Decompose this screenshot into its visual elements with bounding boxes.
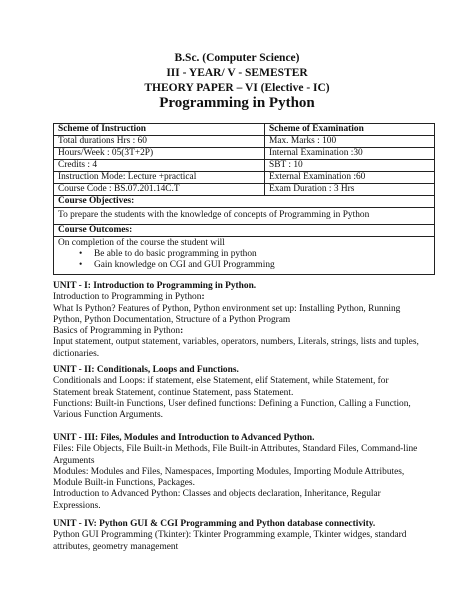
unit-4-text: Python GUI Programming (Tkinter): Tkinter Programming example, Tkinter widges, standard attributes, geometry management	[53, 530, 407, 552]
paper-title: THEORY PAPER – VI (Elective - IC)	[144, 82, 330, 94]
unit-1-text: Input statement, output statement, variables, operators, numbers, Literals, strings, lists and tuples, dictionaries.	[53, 337, 419, 359]
list-item	[79, 249, 430, 260]
year-semester: III - YEAR/ V - SEMESTER	[166, 67, 308, 79]
unit-1-line	[53, 326, 425, 337]
unit-3-line	[53, 444, 425, 467]
scheme-examination-head: Scheme of Examination	[265, 124, 435, 136]
examination-cell: Internal Examination :30	[265, 148, 435, 160]
unit-1-subhead: Basics of Programming in Python	[53, 326, 181, 337]
outcomes-intro: On completion of the course the student will	[58, 238, 225, 248]
unit-1-subhead: Introduction to Programming in Python	[53, 292, 202, 303]
outcome-text: Be able to do basic programming in python	[94, 249, 257, 259]
instruction-cell: Total durations Hrs : 60	[54, 136, 265, 148]
bullet-icon: •	[79, 249, 83, 259]
examination-cell: Exam Duration : 3 Hrs	[265, 184, 435, 196]
unit-2-text: Functions: Built-in Functions, User defined functions: Defining a Function, Calling a Function, Various Function Arguments.	[53, 398, 411, 421]
course-objectives-text: To prepare the students with the knowledge of concepts of Programming in Python	[54, 208, 435, 225]
unit-3-text: : Classes and objects declaration, Inheritance, Regular Expressions.	[53, 489, 381, 511]
outcomes-row	[54, 237, 435, 275]
unit-1-text: What Is Python? Features of Python, Python environment set up: Installing Python, Running Python, Python Documentation, Structure of a Python Program	[53, 303, 401, 325]
outcomes-list	[58, 249, 430, 271]
outcome-text: Gain knowledge on CGI and GUI Programming	[94, 260, 275, 270]
unit-2-text: Conditionals and Loops: if statement, else Statement, elif Statement, while Statement, for Statement break Statement, continue Statement, pass Statement.	[53, 376, 389, 398]
unit-3-text: Modules: Modules and Files, Namespaces, Importing Modules, Importing Module Attributes, Module Built-in Functions, Packages.	[53, 466, 405, 489]
table-row	[54, 172, 435, 184]
course-outcomes-head: Course Outcomes:	[54, 225, 435, 237]
examination-cell: Max. Marks : 100	[265, 136, 435, 148]
course-title: Programming in Python	[159, 95, 315, 111]
list-item	[79, 260, 430, 271]
unit-3-subhead: Files	[53, 444, 72, 455]
objectives-head-row	[54, 196, 435, 208]
course-outcomes-cell	[54, 237, 435, 275]
objectives-row	[54, 208, 435, 225]
unit-2-section	[53, 365, 425, 421]
instruction-cell: Course Code : BS.07.201.14C.T	[54, 184, 265, 196]
unit-3-subhead: Introduction to Advanced Python	[53, 489, 178, 500]
instruction-cell: Hours/Week : 05(3T+2P)	[54, 148, 265, 160]
unit-2-title: UNIT - II: Conditionals, Loops and Functions.	[53, 365, 239, 375]
unit-1-colon: :	[180, 326, 184, 337]
unit-3-line	[53, 489, 425, 512]
unit-1-section	[53, 281, 425, 360]
table-row	[54, 184, 435, 196]
table-row	[54, 148, 435, 160]
scheme-header-row	[54, 124, 435, 136]
bullet-icon: •	[79, 260, 83, 270]
unit-3-title: UNIT - III: Files, Modules and Introduction to Advanced Python.	[53, 433, 315, 443]
scheme-table	[53, 123, 435, 275]
unit-4-title: UNIT - IV: Python GUI & CGI Programming and Python database connectivity.	[53, 519, 376, 529]
instruction-cell: Credits : 4	[54, 160, 265, 172]
unit-4-section	[53, 519, 425, 553]
course-objectives-head: Course Objectives:	[54, 196, 435, 208]
unit-1-colon: :	[201, 292, 205, 303]
scheme-instruction-head: Scheme of Instruction	[54, 124, 265, 136]
table-row	[54, 136, 435, 148]
examination-cell: SBT : 10	[265, 160, 435, 172]
outcomes-head-row	[54, 225, 435, 237]
table-row	[54, 160, 435, 172]
unit-3-section	[53, 433, 425, 512]
examination-cell: External Examination :60	[265, 172, 435, 184]
instruction-cell: Instruction Mode: Lecture +practical	[54, 172, 265, 184]
unit-1-line	[53, 292, 425, 303]
degree-title: B.Sc. (Computer Science)	[174, 52, 300, 64]
unit-3-text: : File Objects, File Built-in Methods, File Built-in Attributes, Standard Files, Command-line Arguments	[53, 444, 418, 466]
unit-1-title: UNIT - I: Introduction to Programming in Python.	[53, 281, 257, 291]
